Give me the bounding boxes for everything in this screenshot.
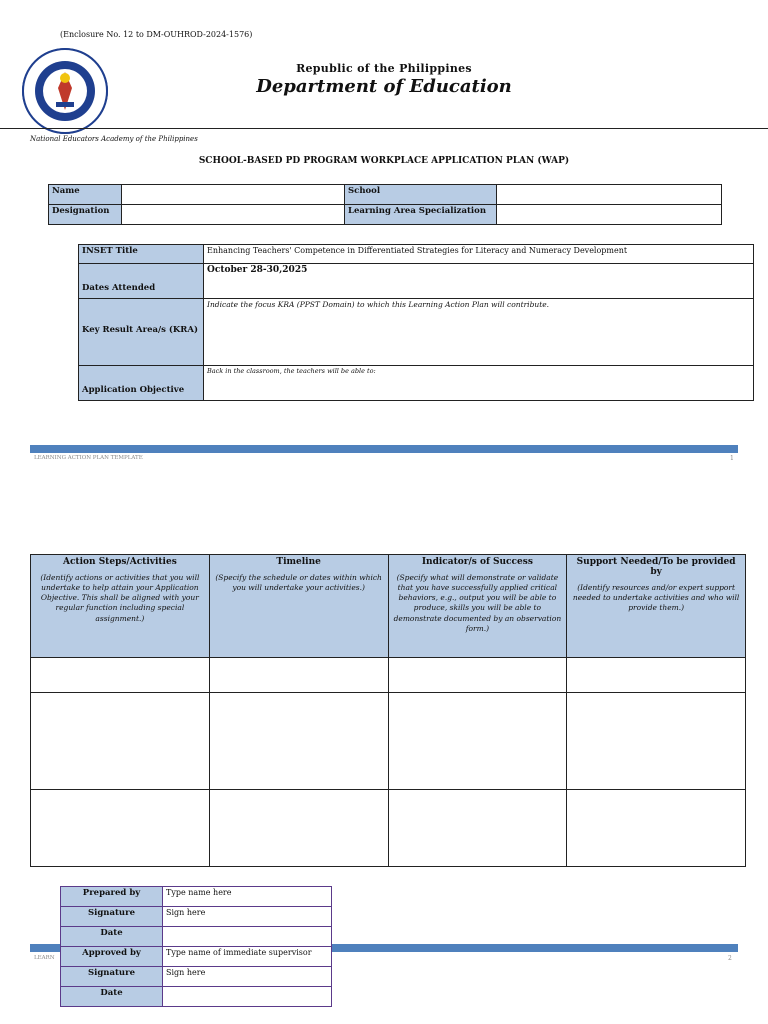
approved-by-field[interactable]: Type name of immediate supervisor: [163, 947, 332, 967]
column-hint: (Identify actions or activities that you will undertake to help attain your Application Objective. This shall be aligned with your regular function including special assignment.): [40, 573, 200, 623]
date-field[interactable]: [163, 987, 332, 1007]
page-footer-text: LEARN: [34, 955, 55, 961]
table-cell[interactable]: [567, 658, 746, 693]
page-number: 1: [730, 455, 734, 462]
table-cell[interactable]: [31, 790, 210, 867]
academy-name: National Educators Academy of the Philippines: [30, 135, 198, 143]
table-cell[interactable]: [209, 790, 388, 867]
signature-label: Signature: [61, 907, 163, 927]
inset-details-table: [78, 244, 754, 401]
inset-title-label: INSET Title: [79, 245, 204, 264]
name-field[interactable]: [122, 185, 345, 205]
page-number: 2: [728, 955, 732, 962]
date-label: Date: [61, 927, 163, 947]
department-heading: Department of Education: [256, 76, 512, 97]
table-cell[interactable]: [567, 790, 746, 867]
column-title: Support Needed/To be provided by: [576, 557, 736, 577]
application-objective-label: Application Objective: [79, 366, 204, 401]
personal-info-table: [48, 184, 722, 225]
designation-field[interactable]: [122, 205, 345, 225]
school-field[interactable]: [497, 185, 722, 205]
table-cell[interactable]: [31, 658, 210, 693]
table-row: [31, 658, 746, 693]
column-hint: (Identify resources and/or expert support needed to undertake activities and who will provide them.): [572, 583, 740, 613]
column-hint: (Specify what will demonstrate or validate that you have successfully applied critical behaviors, e.g., output you will be able to produce, skills you will be able to demonstrate documented by an observation form.): [393, 573, 562, 633]
column-header-timeline: [209, 555, 388, 658]
header-divider: [0, 128, 768, 129]
signature-field[interactable]: Sign here: [163, 967, 332, 987]
prepared-by-label: Prepared by: [61, 887, 163, 907]
kra-label: Key Result Area/s (KRA): [79, 299, 204, 366]
page-footer-text: LEARNING ACTION PLAN TEMPLATE: [34, 455, 143, 461]
table-cell[interactable]: [388, 658, 567, 693]
document-title: SCHOOL-BASED PD PROGRAM WORKPLACE APPLICATION PLAN (WAP): [198, 156, 570, 166]
table-cell[interactable]: [31, 693, 210, 790]
designation-label: Designation: [49, 205, 122, 225]
dates-attended-field[interactable]: October 28-30,2025: [204, 264, 754, 299]
column-title: Indicator/s of Success: [421, 557, 533, 567]
date-field[interactable]: [163, 927, 332, 947]
date-label: Date: [61, 987, 163, 1007]
action-plan-table: [30, 554, 746, 867]
page-footer-bar: [30, 445, 738, 453]
inset-title-field[interactable]: Enhancing Teachers' Competence in Differentiated Strategies for Literacy and Numeracy Development: [204, 245, 754, 264]
table-cell[interactable]: [388, 790, 567, 867]
column-hint: (Specify the schedule or dates within which you will undertake your activities.): [215, 573, 382, 593]
table-cell[interactable]: [388, 693, 567, 790]
dates-attended-label: Dates Attended: [79, 264, 204, 299]
enclosure-note: (Enclosure No. 12 to DM-OUHROD-2024-1576): [60, 30, 253, 39]
republic-heading: Republic of the Philippines: [296, 62, 472, 75]
signature-label: Signature: [61, 967, 163, 987]
learning-area-label: Learning Area Specialization: [345, 205, 497, 225]
table-row: [31, 693, 746, 790]
column-header-action-steps: [31, 555, 210, 658]
column-header-support: [567, 555, 746, 658]
table-cell[interactable]: [209, 693, 388, 790]
signoff-table: [60, 886, 332, 1007]
approved-by-label: Approved by: [61, 947, 163, 967]
name-label: Name: [49, 185, 122, 205]
column-header-indicators: [388, 555, 567, 658]
table-cell[interactable]: [567, 693, 746, 790]
learning-area-field[interactable]: [497, 205, 722, 225]
prepared-by-field[interactable]: Type name here: [163, 887, 332, 907]
application-objective-field[interactable]: Back in the classroom, the teachers will be able to:: [204, 366, 754, 401]
column-title: Timeline: [276, 557, 321, 567]
kra-field[interactable]: Indicate the focus KRA (PPST Domain) to which this Learning Action Plan will contribute.: [204, 299, 754, 366]
table-cell[interactable]: [209, 658, 388, 693]
column-title: Action Steps/Activities: [62, 557, 177, 567]
table-row: [31, 790, 746, 867]
school-label: School: [345, 185, 497, 205]
signature-field[interactable]: Sign here: [163, 907, 332, 927]
